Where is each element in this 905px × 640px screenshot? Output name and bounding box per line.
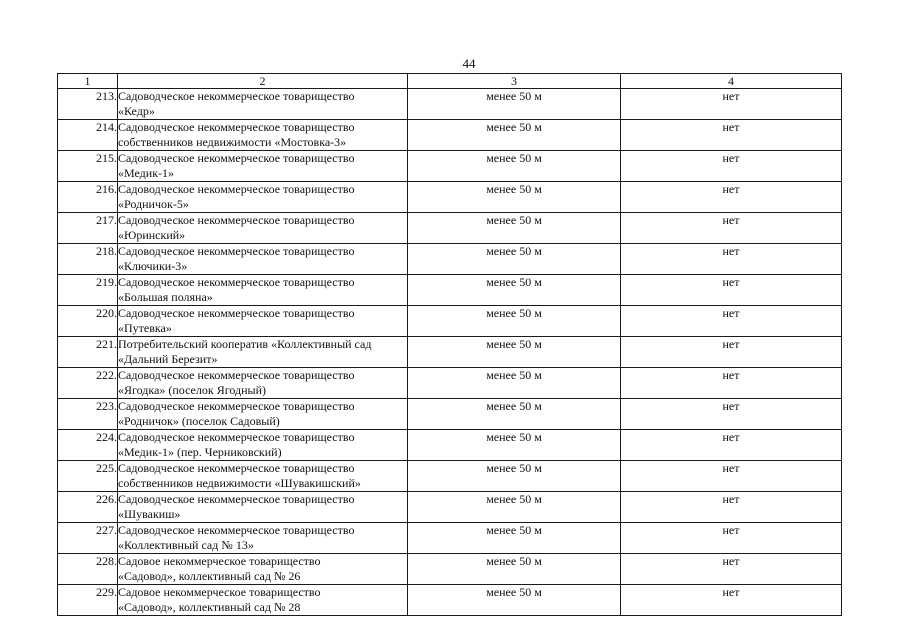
organization-name-line: «Садовод», коллективный сад № 26 [118, 569, 301, 583]
table-row [58, 275, 842, 306]
organization-name-line: Садоводческое некоммерческое товарищество [118, 244, 355, 258]
organization-name-line: Садоводческое некоммерческое товарищество [118, 399, 355, 413]
row-number: 214. [58, 120, 118, 151]
organization-name [118, 182, 408, 213]
organization-name [118, 275, 408, 306]
organization-name-line: «Ягодка» (поселок Ягодный) [118, 383, 266, 397]
table-row [58, 337, 842, 368]
flag-value: нет [621, 306, 842, 337]
distance-value: менее 50 м [408, 120, 621, 151]
organization-name-line: Садоводческое некоммерческое товарищество [118, 430, 355, 444]
organization-name-line: Садоводческое некоммерческое товарищество [118, 120, 355, 134]
organization-name-line: собственников недвижимости «Шувакишский» [118, 476, 361, 490]
table-row [58, 89, 842, 120]
row-number: 223. [58, 399, 118, 430]
distance-value: менее 50 м [408, 244, 621, 275]
distance-value: менее 50 м [408, 275, 621, 306]
flag-value: нет [621, 368, 842, 399]
organization-name-line: Садоводческое некоммерческое товарищество [118, 368, 355, 382]
organization-name-line: Садоводческое некоммерческое товарищество [118, 461, 355, 475]
distance-value: менее 50 м [408, 399, 621, 430]
flag-value: нет [621, 213, 842, 244]
organization-name-line: Садоводческое некоммерческое товарищество [118, 213, 355, 227]
row-number: 228. [58, 554, 118, 585]
organization-name [118, 430, 408, 461]
organization-name-line: «Большая поляна» [118, 290, 213, 304]
table-row [58, 585, 842, 616]
organization-name [118, 523, 408, 554]
row-number: 219. [58, 275, 118, 306]
distance-value: менее 50 м [408, 213, 621, 244]
organization-name-line: «Дальний Березит» [118, 352, 218, 366]
organization-name [118, 492, 408, 523]
organization-name-line: «Кедр» [118, 104, 155, 118]
organization-name-line: Садоводческое некоммерческое товарищество [118, 523, 355, 537]
organization-name-line: «Путевка» [118, 321, 172, 335]
organization-name [118, 89, 408, 120]
row-number: 216. [58, 182, 118, 213]
organization-name [118, 585, 408, 616]
flag-value: нет [621, 523, 842, 554]
table-row [58, 306, 842, 337]
organization-name-line: «Коллективный сад № 13» [118, 538, 254, 552]
header-col-3: 3 [408, 74, 621, 89]
organization-name-line: Садоводческое некоммерческое товарищество [118, 151, 355, 165]
table-row [58, 244, 842, 275]
organization-name [118, 213, 408, 244]
flag-value: нет [621, 492, 842, 523]
row-number: 221. [58, 337, 118, 368]
table-header-row [58, 74, 842, 89]
row-number: 215. [58, 151, 118, 182]
flag-value: нет [621, 182, 842, 213]
flag-value: нет [621, 554, 842, 585]
table-row [58, 151, 842, 182]
distance-value: менее 50 м [408, 523, 621, 554]
organization-name-line: Садоводческое некоммерческое товарищество [118, 89, 355, 103]
table-row [58, 554, 842, 585]
header-col-4: 4 [621, 74, 842, 89]
organization-name [118, 120, 408, 151]
table-row [58, 182, 842, 213]
distance-value: менее 50 м [408, 368, 621, 399]
flag-value: нет [621, 585, 842, 616]
row-number: 220. [58, 306, 118, 337]
distance-value: менее 50 м [408, 492, 621, 523]
distance-value: менее 50 м [408, 182, 621, 213]
flag-value: нет [621, 244, 842, 275]
organization-name-line: «Медик-1» (пер. Черниковский) [118, 445, 282, 459]
organization-name [118, 337, 408, 368]
document-table [57, 73, 842, 616]
organization-name [118, 554, 408, 585]
organization-name [118, 306, 408, 337]
table-row [58, 213, 842, 244]
header-col-2: 2 [118, 74, 408, 89]
table-row [58, 523, 842, 554]
distance-value: менее 50 м [408, 151, 621, 182]
page-number: 44 [462, 56, 476, 71]
organization-name-line: «Родничок» (поселок Садовый) [118, 414, 280, 428]
organization-name-line: Садовое некоммерческое товарищество [118, 554, 321, 568]
flag-value: нет [621, 275, 842, 306]
organization-name-line: «Шувакиш» [118, 507, 181, 521]
table-row [58, 492, 842, 523]
organization-name-line: Садоводческое некоммерческое товарищество [118, 275, 355, 289]
row-number: 227. [58, 523, 118, 554]
organization-name [118, 151, 408, 182]
distance-value: менее 50 м [408, 554, 621, 585]
row-number: 217. [58, 213, 118, 244]
organization-name-line: Садоводческое некоммерческое товарищество [118, 492, 355, 506]
row-number: 213. [58, 89, 118, 120]
organization-name-line: Садоводческое некоммерческое товарищество [118, 182, 355, 196]
organization-name-line: «Медик-1» [118, 166, 175, 180]
distance-value: менее 50 м [408, 585, 621, 616]
distance-value: менее 50 м [408, 89, 621, 120]
flag-value: нет [621, 461, 842, 492]
table-row [58, 368, 842, 399]
row-number: 226. [58, 492, 118, 523]
organization-name-line: Потребительский кооператив «Коллективный сад [118, 337, 372, 351]
table-body [58, 74, 842, 616]
distance-value: менее 50 м [408, 430, 621, 461]
distance-value: менее 50 м [408, 461, 621, 492]
flag-value: нет [621, 120, 842, 151]
organization-name [118, 461, 408, 492]
row-number: 229. [58, 585, 118, 616]
row-number: 222. [58, 368, 118, 399]
organization-name-line: «Юринский» [118, 228, 186, 242]
flag-value: нет [621, 399, 842, 430]
table-row [58, 399, 842, 430]
row-number: 218. [58, 244, 118, 275]
flag-value: нет [621, 337, 842, 368]
organization-name [118, 399, 408, 430]
organization-name-line: «Ключики-3» [118, 259, 188, 273]
table-row [58, 120, 842, 151]
table-row [58, 430, 842, 461]
organization-name-line: «Садовод», коллективный сад № 28 [118, 600, 301, 614]
organization-name-line: собственников недвижимости «Мостовка-3» [118, 135, 347, 149]
organization-name-line: Садовое некоммерческое товарищество [118, 585, 321, 599]
organization-name-line: «Родничок-5» [118, 197, 189, 211]
organization-name [118, 368, 408, 399]
flag-value: нет [621, 430, 842, 461]
table-row [58, 461, 842, 492]
distance-value: менее 50 м [408, 337, 621, 368]
organization-name [118, 244, 408, 275]
row-number: 225. [58, 461, 118, 492]
flag-value: нет [621, 89, 842, 120]
flag-value: нет [621, 151, 842, 182]
organization-name-line: Садоводческое некоммерческое товарищество [118, 306, 355, 320]
row-number: 224. [58, 430, 118, 461]
header-col-1: 1 [58, 74, 118, 89]
distance-value: менее 50 м [408, 306, 621, 337]
